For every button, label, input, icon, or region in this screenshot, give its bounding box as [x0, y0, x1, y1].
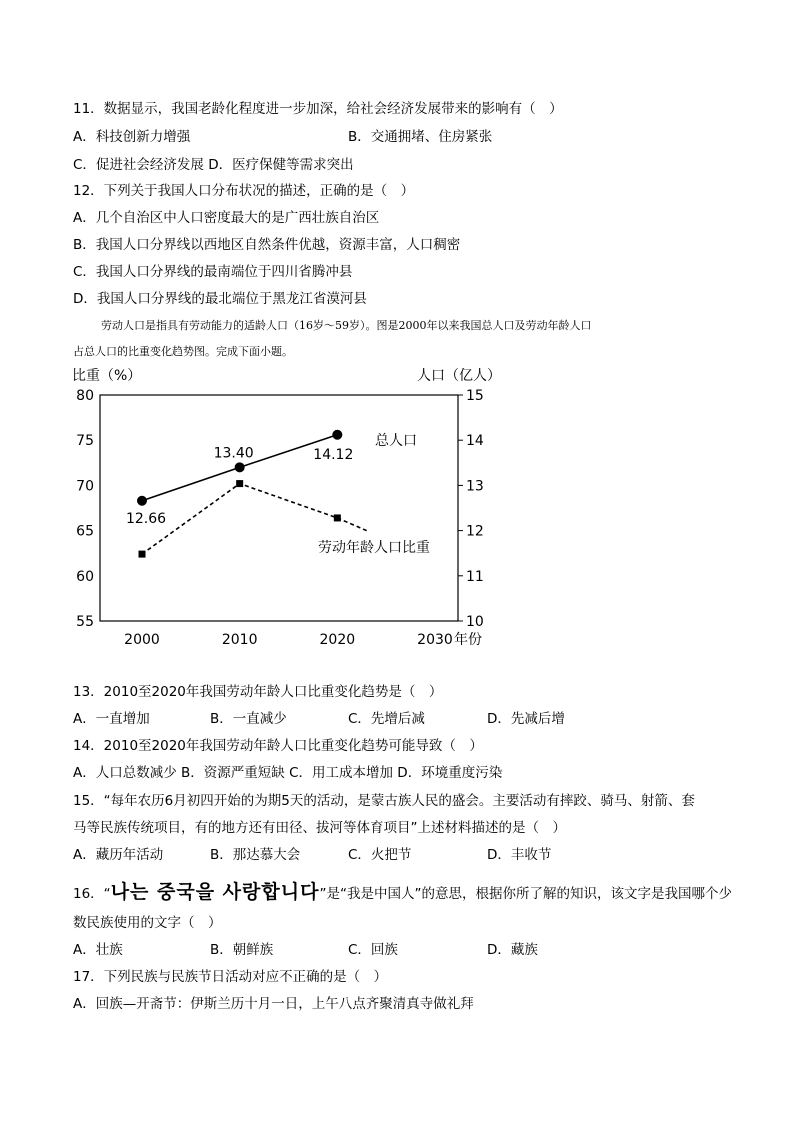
q13-option-b: B．一直减少	[210, 711, 287, 727]
q15-option-a: A．藏历年活动	[73, 847, 164, 863]
q16-suffix: ”是“我是中国人”的意思，根据你所了解的知识，该文字是我国哪个少	[319, 886, 732, 902]
q12-option-b: B．我国人口分界线以西地区自然条件优越，资源丰富，人口稠密	[73, 237, 461, 253]
x-axis-label: 年份	[454, 632, 482, 648]
series-name-total-population: 总人口	[375, 433, 417, 449]
series-point-marker	[236, 480, 243, 487]
series-name-labor-ratio: 劳动年龄人口比重	[318, 540, 430, 556]
left-tick-label: 75	[76, 433, 94, 450]
intro-line-1: 劳动人口是指具有劳动能力的适龄人口（16岁～59岁）。图是2000年以来我国总人口及劳动年龄人口	[101, 319, 592, 332]
right-tick-label: 14	[466, 433, 484, 450]
left-tick-label: 60	[76, 568, 94, 585]
left-tick-label: 55	[76, 614, 94, 630]
q17-stem: 17．下列民族与民族节日活动对应不正确的是（ ）	[73, 969, 388, 985]
x-tick-label: 2010	[221, 632, 258, 648]
data-label: 12.66	[125, 510, 167, 527]
x-tick-label: 2000	[124, 632, 160, 648]
series-point-marker	[137, 496, 147, 506]
right-tick-label: 12	[466, 523, 484, 540]
q15-option-d: D．丰收节	[487, 847, 552, 863]
q11-option-a: A．科技创新力增强	[73, 129, 191, 145]
series-point-marker	[334, 514, 341, 521]
q16-stem-line-1	[73, 880, 732, 906]
left-tick-label: 80	[76, 388, 94, 404]
right-tick-label: 10	[466, 614, 484, 630]
right-tick-label: 13	[466, 478, 484, 495]
q12-option-d: D．我国人口分界线的最北端位于黑龙江省漠河县	[73, 291, 367, 307]
intro-line-2: 占总人口的比重变化趋势图。完成下面小题。	[73, 345, 293, 358]
q16-option-a: A．壮族	[73, 942, 123, 958]
q15-stem-line-1: 15．“每年农历6月初四开始的为期5天的活动，是蒙古族人民的盛会。主要活动有摔跤、骑马、射箭、套	[73, 793, 695, 809]
population-chart	[60, 358, 530, 654]
left-axis-label: 比重（%）	[72, 368, 142, 384]
q16-option-c: C．回族	[348, 942, 398, 958]
series-point-marker	[139, 551, 146, 558]
q16-stem-line-2: 数民族使用的文字（ ）	[73, 915, 222, 931]
left-tick-label: 65	[76, 523, 94, 540]
q13-option-a: A．一直增加	[73, 711, 150, 727]
chart-data-labels	[126, 433, 430, 556]
q12-option-c: C．我国人口分界线的最南端位于四川省腾冲县	[73, 264, 353, 280]
q16-option-d: D．藏族	[487, 942, 538, 958]
q13-option-c: C．先增后减	[348, 711, 425, 727]
q16-korean-text: 나는 중국을 사랑합니다	[110, 881, 320, 903]
q13-stem: 13．2010至2020年我国劳动年龄人口比重变化趋势是（ ）	[73, 684, 443, 700]
q11-stem: 11．数据显示，我国老龄化程度进一步加深，给社会经济发展带来的影响有（ ）	[73, 101, 563, 117]
q15-option-b: B．那达慕大会	[210, 847, 301, 863]
q15-option-c: C．火把节	[348, 847, 412, 863]
right-tick-label: 11	[466, 568, 484, 585]
series-point-marker	[235, 462, 245, 472]
q17-option-a: A．回族—开斋节：伊斯兰历十月一日，上午八点齐聚清真寺做礼拜	[73, 996, 474, 1012]
q13-option-d: D．先减后增	[487, 711, 565, 727]
q14-options: A．人口总数减少 B．资源严重短缺 C．用工成本增加 D．环境重度污染	[73, 765, 503, 781]
data-label: 13.40	[213, 445, 254, 462]
x-tick-label: 2020	[319, 632, 356, 648]
q14-stem: 14．2010至2020年我国劳动年龄人口比重变化趋势可能导致（ ）	[73, 738, 483, 754]
q16-option-b: B．朝鲜族	[210, 942, 274, 958]
series-point-marker	[332, 430, 342, 440]
q12-option-a: A．几个自治区中人口密度最大的是广西壮族自治区	[73, 210, 380, 226]
data-label: 14.12	[313, 446, 354, 463]
q16-prefix: 16．“	[73, 886, 111, 902]
left-tick-label: 70	[76, 478, 94, 495]
right-axis-label: 人口（亿人）	[417, 368, 501, 384]
chart-axes	[100, 395, 458, 621]
right-tick-label: 15	[466, 388, 484, 404]
x-tick-label: 2030	[417, 632, 453, 648]
q12-stem: 12．下列关于我国人口分布状况的描述，正确的是（ ）	[73, 183, 415, 199]
q11-option-b: B．交通拥堵、住房紧张	[348, 129, 493, 145]
q15-stem-line-2: 马等民族传统项目，有的地方还有田径、拔河等体育项目”上述材料描述的是（ ）	[73, 820, 566, 836]
plot-frame	[100, 395, 458, 621]
q11-options-cd: C．促进社会经济发展 D．医疗保健等需求突出	[73, 157, 354, 173]
